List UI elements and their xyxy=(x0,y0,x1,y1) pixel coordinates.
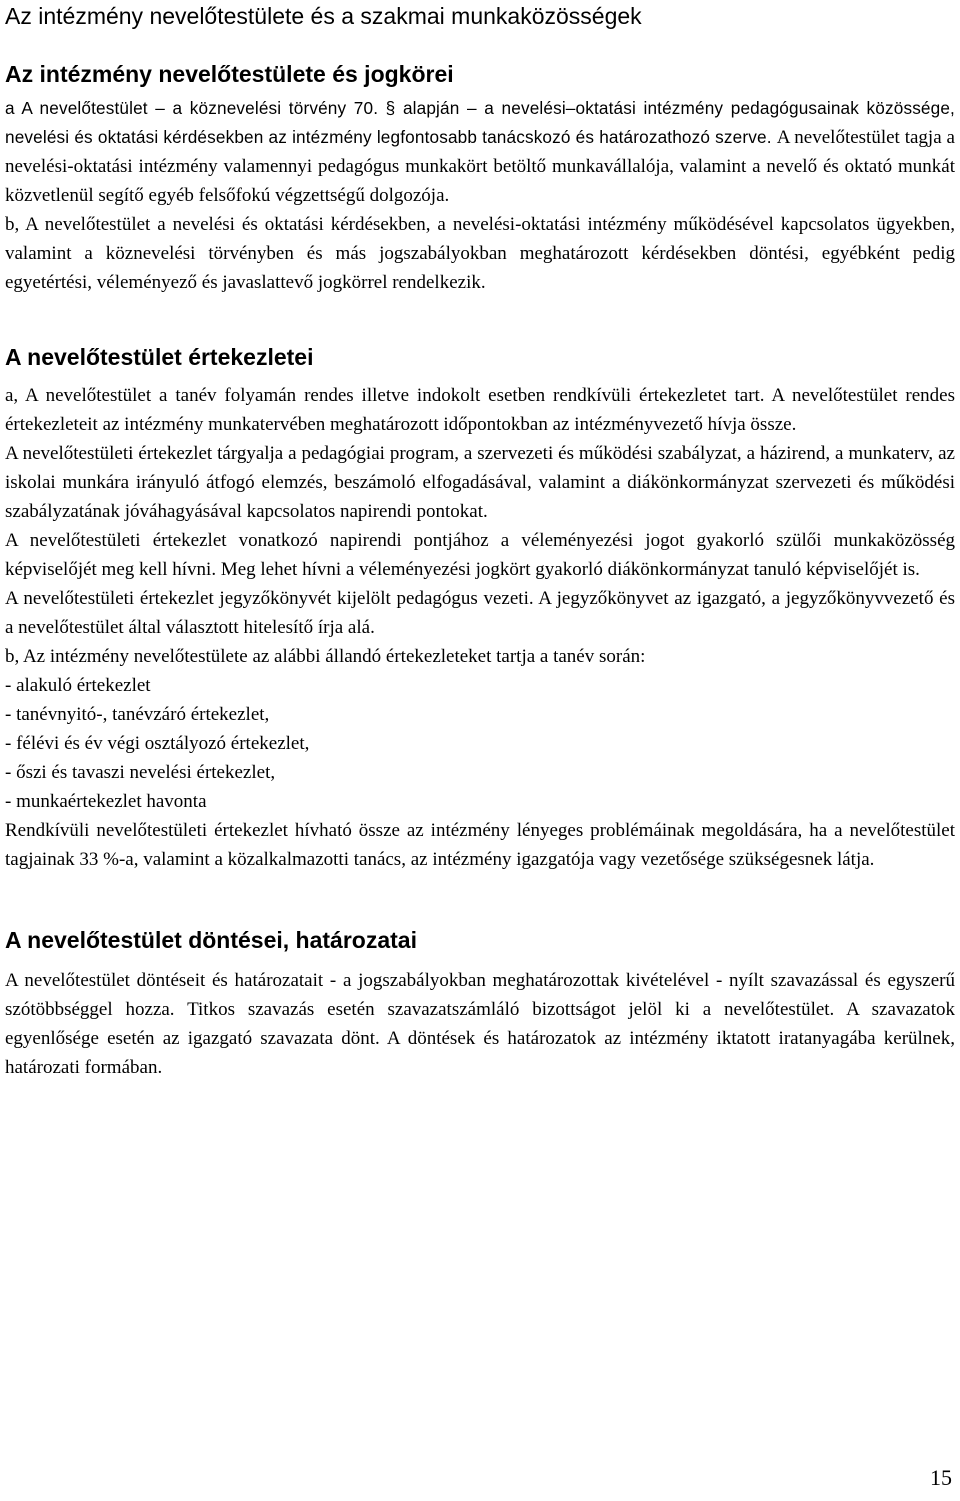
paragraph-rendkivuli-ertekezlet: Rendkívüli nevelőtestületi értekezlet hívható össze az intézmény lényeges problémáinak megoldására, ha a nevelőtestület tagjainak 33 %-a, valamint a közalkalmazotti tanács, az intézmény igazgatója vagy vezetősége szükségesnek látja. xyxy=(5,820,955,870)
document-page xyxy=(5,0,955,1082)
list-item: - munkaértekezlet havonta xyxy=(5,791,207,812)
page-number: 15 xyxy=(930,1465,952,1490)
paragraph-ertekezlet-targyalja: A nevelőtestületi értekezlet tárgyalja a pedagógiai program, a szervezeti és működési szabályzat, a házirend, a munkaterv, az iskolai munkára irányuló átfogó elemzés, beszámoló elfogadásával, valamint a diákönkormányzat szervezeti és működési szabályzatának jóváhagyásával kapcsolatos napirendi pontokat. xyxy=(5,443,955,522)
paragraph-nevelotestulet-definition-text: a A nevelőtestület – a köznevelési törvény 70. § alapján – a nevelési–oktatási intézmény pedagógusainak közössége, nevelési és oktatási kérdésekben az intézmény legfontosabb tanácskozó és határozathozó szerve. xyxy=(5,98,955,147)
section-heading-ertekezletei: A nevelőtestület értekezletei xyxy=(5,344,314,370)
page-title: Az intézmény nevelőtestülete és a szakmai munkaközösségek xyxy=(5,3,642,29)
list-item: - félévi és év végi osztályozó értekezlet, xyxy=(5,733,310,754)
list-item: - alakuló értekezlet xyxy=(5,675,151,696)
section-heading-jogkorei: Az intézmény nevelőtestülete és jogkörei xyxy=(5,61,454,87)
paragraph-jogkor: b, A nevelőtestület a nevelési és oktatási kérdésekben, a nevelési-oktatási intézmény működésével kapcsolatos ügyekben, valamint a köznevelési törvényben és más jogszabályokban meghatározott kérdésekben döntési, egyébként pedig egyetértési, véleményező és javaslattevő jogkörrel rendelkezik. xyxy=(5,214,955,293)
section-heading-dontesei: A nevelőtestület döntései, határozatai xyxy=(5,927,417,953)
paragraph-allando-ertekezletek: b, Az intézmény nevelőtestülete az alábbi állandó értekezleteket tartja a tanév során: xyxy=(5,646,646,667)
paragraph-ertekezlet-jegyzokonyv: A nevelőtestületi értekezlet jegyzőkönyvét kijelölt pedagógus vezeti. A jegyzőkönyvet az igazgató, a jegyzőkönyvvezető és a nevelőtestület által választott hitelesítő írja alá. xyxy=(5,588,955,638)
paragraph-tagja-text: A nevelőtestület tagja a nevelési-oktatási intézmény valamennyi pedagógus munkakört betöltő munkavállalója, valamint a nevelő és oktató munkát közvetlenül segítő egyéb felsőfokú végzettségű dolgozója. xyxy=(5,127,955,206)
list-item: - őszi és tavaszi nevelési értekezlet, xyxy=(5,762,276,783)
paragraph-dontesek: A nevelőtestület döntéseit és határozatait - a jogszabályokban meghatározottak kivételével - nyílt szavazással és egyszerű szótöbbséggel hozza. Titkos szavazás esetén szavazatszámláló bizottságot jelöl ki a nevelőtestület. A szavazatok egyenlősége esetén az igazgató szavazata dönt. A döntések és határozatok az intézmény iktatott iratanyagába kerülnek, határozati formában. xyxy=(5,970,955,1078)
paragraph-ertekezlet-meghivas: A nevelőtestületi értekezlet vonatkozó napirendi pontjához a véleményezési jogot gyakorló szülői munkaközösség képviselőjét meg kell hívni. Meg lehet hívni a véleményezési jogkört gyakorló diákönkormányzat tanuló képviselőjét is. xyxy=(5,530,955,580)
paragraph-nevelotestulet-definition xyxy=(5,94,955,210)
paragraph-ertekezlet-rendes: a, A nevelőtestület a tanév folyamán rendes illetve indokolt esetben rendkívüli értekezletet tart. A nevelőtestület rendes értekezleteit az intézmény munkatervében meghatározott időpontokban az intézményvezető hívja össze. xyxy=(5,385,955,435)
list-item: - tanévnyitó-, tanévzáró értekezlet, xyxy=(5,704,270,725)
